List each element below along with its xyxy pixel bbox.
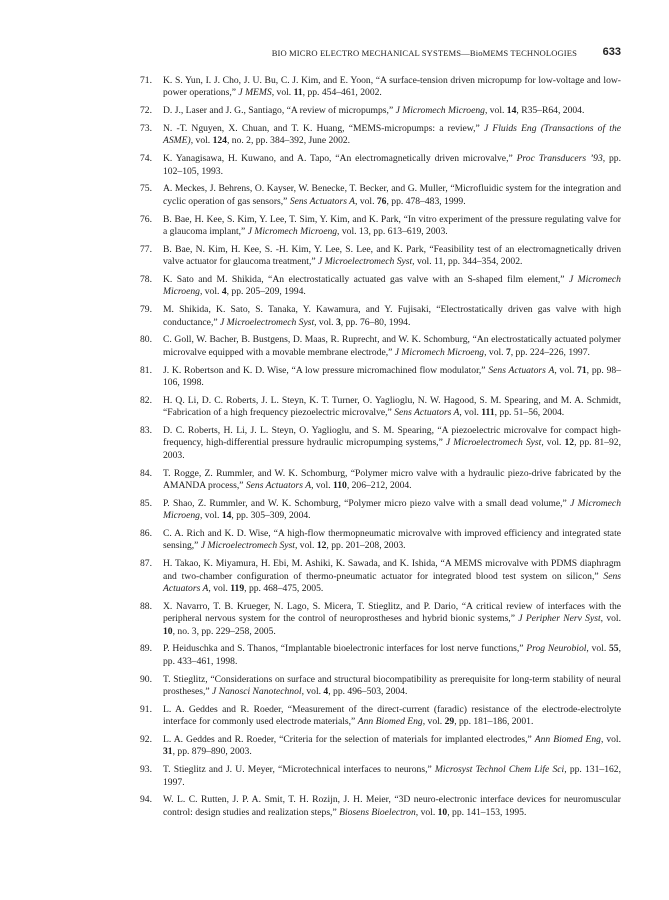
reference-vol-label: , vol. (311, 480, 333, 492)
reference-vol-label: , pp. 131–162, 1997. (163, 764, 621, 788)
reference-vol-label: , vol. (314, 316, 336, 328)
running-header-title: BIO MICRO ELECTRO MECHANICAL SYSTEMS—BioMEMS TECHNOLOGIES (271, 48, 577, 58)
reference-journal: Microsyst Technol Chem Life Sci (434, 764, 565, 776)
reference-text (163, 395, 621, 420)
reference-journal: Ann Biomed Eng (534, 734, 601, 746)
reference-vol-label: , vol. (484, 105, 507, 117)
reference-number: 83. (140, 425, 152, 437)
reference-number: 71. (140, 75, 152, 86)
reference-authors-title: T. Rogge, Z. Rummler, and W. K. Schomburg, “Polymer micro valve with a hydraulic piezo-drive fabricated by the AMANDA process,” (163, 467, 621, 492)
reference-journal: J Microelectromech Syst (200, 540, 295, 552)
reference-vol-label: , vol. (554, 364, 578, 376)
reference-vol-label: , vol. (422, 716, 445, 728)
reference-journal: Prog Neurobiol (526, 643, 587, 655)
reference-journal: J Peripher Nerv Syst (518, 613, 601, 625)
reference-authors-title: B. Bae, H. Kee, S. Kim, Y. Lee, T. Sim, Y. Kim, and K. Park, “In vitro experiment of the pressure regulating valve for a glaucoma implant,” (163, 213, 621, 238)
reference-text (163, 734, 621, 759)
reference-number: 80. (140, 334, 152, 346)
reference-item (140, 123, 621, 148)
reference-volume: 111 (481, 407, 495, 419)
reference-item (140, 75, 621, 100)
reference-volume: 7 (505, 346, 511, 358)
reference-text (163, 75, 621, 100)
reference-authors-title: M. Shikida, K. Sato, S. Tanaka, Y. Kawamura, and Y. Fujisaki, “Electrostatically driven gas valve with high conductance,” (163, 304, 621, 328)
reference-volume: 29 (444, 716, 455, 728)
reference-item (140, 365, 621, 390)
reference-pages: , pp. 879–890, 2003. (172, 746, 252, 758)
reference-journal: Sens Actuators A (163, 570, 621, 595)
reference-vol-label: , vol. (484, 346, 506, 358)
reference-item (140, 468, 621, 493)
reference-number: 89. (140, 643, 152, 655)
reference-text (163, 704, 621, 729)
reference-number: 72. (140, 105, 152, 117)
reference-authors-title: A. Meckes, J. Behrens, O. Kayser, W. Benecke, T. Becker, and G. Muller, “Microfluidic system for the integration and cyclic operation of gas sensors,” (163, 183, 621, 207)
reference-pages: , pp. 205–209, 1994. (226, 286, 306, 298)
reference-journal: J Microelectromech Syst (220, 316, 315, 328)
reference-text (163, 601, 621, 638)
reference-vol-label: , vol. (199, 286, 222, 298)
reference-vol-label: , vol. (208, 583, 231, 595)
reference-number: 74. (140, 153, 152, 165)
reference-item (140, 498, 621, 523)
reference-journal: J Micromech Microeng (163, 274, 621, 298)
reference-authors-title: K. Sato and M. Shikida, “An electrostatically actuated gas valve with an S-shaped film element,” (163, 274, 569, 286)
reference-authors-title: W. L. C. Rutten, J. P. A. Smit, T. H. Rozijn, J. H. Meier, “3D neuro-electronic interface devices for neuromuscular control: design studies and realization steps,” (163, 794, 621, 818)
reference-pages: , pp. 141–153, 1995. (447, 806, 527, 818)
reference-journal: J Micromech Microeng (394, 346, 485, 358)
reference-number: 75. (140, 183, 152, 195)
reference-authors-title: P. Heiduschka and S. Thanos, “Implantable bioelectronic interfaces for lost nerve functions,” (163, 643, 527, 655)
reference-volume: 10 (437, 806, 448, 818)
reference-journal: Ann Biomed Eng (357, 716, 423, 728)
reference-authors-title: L. A. Geddes and R. Roeder, “Criteria for the selection of materials for implanted electrodes,” (163, 734, 535, 746)
reference-journal: Sens Actuators A (289, 195, 356, 207)
reference-item (140, 105, 621, 117)
reference-item (140, 764, 621, 789)
reference-text (163, 123, 621, 148)
reference-journal: J Microelectromech Syst (318, 256, 413, 268)
reference-pages: , pp. 224–226, 1997. (510, 346, 590, 358)
reference-journal: J MEMS (238, 87, 272, 99)
reference-pages: , 206–212, 2004. (346, 480, 412, 492)
reference-number: 79. (140, 304, 152, 316)
reference-volume: 14 (221, 510, 232, 522)
reference-item (140, 558, 621, 595)
reference-number: 76. (140, 213, 152, 225)
reference-number: 84. (140, 467, 152, 479)
reference-volume: 14 (506, 105, 517, 117)
reference-volume: 4 (221, 286, 227, 298)
reference-text (163, 365, 621, 390)
reference-number: 94. (140, 794, 152, 806)
reference-volume: 71 (577, 364, 587, 376)
reference-text (163, 498, 621, 523)
reference-text (163, 304, 621, 329)
reference-number: 77. (140, 243, 152, 255)
reference-authors-title: P. Shao, Z. Rummler, and W. K. Schomburg, “Polymer micro piezo valve with a small dead volume,” (163, 497, 571, 509)
reference-volume: 3 (335, 316, 341, 328)
reference-authors-title: K. S. Yun, I. J. Cho, J. U. Bu, C. J. Kim, and E. Yoon, “A surface-tension driven micropump for low-voltage and low-power operations,” (163, 75, 621, 99)
reference-text (163, 425, 621, 462)
reference-vol-label: , vol. (294, 540, 317, 552)
reference-vol-label: , vol. (459, 407, 482, 419)
reference-item (140, 643, 621, 668)
reference-pages: , no. 3, pp. 229–258, 2005. (172, 625, 276, 637)
reference-item (140, 674, 621, 699)
reference-text (163, 214, 621, 239)
reference-authors-title: K. Yanagisawa, H. Kuwano, and A. Tapo, “An electromagnetically driven microvalve,” (163, 153, 517, 165)
reference-vol-label: , vol. (199, 510, 222, 522)
reference-number: 81. (140, 364, 152, 376)
page-number: 633 (602, 46, 621, 58)
reference-number: 86. (140, 528, 152, 540)
reference-number: 82. (140, 394, 152, 406)
reference-authors-title: H. Takao, K. Miyamura, H. Ebi, M. Ashiki, K. Sawada, and K. Ishida, “A MEMS microvalve with PDMS diaphragm and two-chamber configuration of thermo-pneumatic actuator for integrated blood test system on silicon,” (163, 558, 621, 582)
reference-journal: J Micromech Microeng (395, 105, 485, 117)
reference-authors-title: B. Bae, N. Kim, H. Kee, S. -H. Kim, Y. Lee, S. Lee, and K. Park, “Feasibility test of an electromagnetically driven valve actuator for glaucoma treatment,” (163, 243, 621, 268)
reference-item (140, 528, 621, 553)
reference-volume: 4 (323, 686, 329, 698)
reference-text (163, 274, 621, 299)
reference-item (140, 601, 621, 638)
reference-pages: , pp. 81–92, 2003. (163, 437, 621, 461)
reference-authors-title: L. A. Geddes and R. Roeder, “Measurement of the direct-current (faradic) resistance of the electrode-electrolyte interface for commonly used electrode materials,” (163, 703, 621, 728)
reference-text (163, 244, 621, 269)
reference-item (140, 274, 621, 299)
reference-number: 90. (140, 673, 152, 685)
reference-text (163, 528, 621, 553)
reference-text (163, 334, 621, 359)
reference-pages: , no. 2, pp. 384–392, June 2002. (226, 135, 351, 147)
reference-item (140, 334, 621, 359)
reference-authors-title: X. Navarro, T. B. Krueger, N. Lago, S. Micera, T. Stieglitz, and P. Dario, “A critical review of interfaces with the peripheral nervous system for the control of neuroprostheses and hybrid bionic systems,” (163, 600, 621, 625)
reference-volume: 12 (564, 437, 575, 449)
reference-authors-title: T. Stieglitz and J. U. Meyer, “Microtechnical interfaces to neurons,” (163, 764, 435, 776)
reference-pages: , pp. 496–503, 2004. (328, 686, 408, 698)
reference-journal: J Microelectromech Syst (445, 437, 542, 449)
reference-number: 93. (140, 764, 152, 776)
reference-journal: Biosens Bioelectron (339, 806, 416, 818)
reference-text (163, 183, 621, 208)
reference-item (140, 425, 621, 462)
reference-volume: 55 (609, 643, 619, 655)
reference-text (163, 468, 621, 493)
reference-journal: Sens Actuators A (245, 480, 312, 492)
reference-volume: 119 (230, 583, 245, 595)
reference-volume: 31 (163, 746, 173, 758)
reference-vol-label: , vol. (301, 686, 324, 698)
reference-journal: Proc Transducers ’93 (516, 153, 603, 165)
reference-vol-label: , vol. 11, pp. 344–354, 2002. (412, 256, 523, 268)
reference-number: 92. (140, 734, 152, 746)
reference-vol-label: , pp. 102–105, 1993. (163, 153, 621, 177)
reference-text (163, 794, 621, 819)
reference-authors-title: H. Q. Li, D. C. Roberts, J. L. Steyn, K. T. Turner, O. Yaglioglu, N. W. Hagood, S. M. Spearing, and M. A. Schmidt, “Fabrication of a high frequency piezoelectric microvalve,” (163, 394, 621, 419)
reference-vol-label: , vol. (600, 613, 621, 625)
reference-pages: , pp. 478–483, 1999. (386, 195, 466, 207)
reference-item (140, 704, 621, 729)
reference-number: 91. (140, 703, 152, 715)
reference-pages: , pp. 181–186, 2001. (454, 716, 534, 728)
reference-volume: 11 (293, 87, 303, 99)
reference-item (140, 794, 621, 819)
reference-number: 78. (140, 274, 152, 286)
reference-volume: 12 (316, 540, 327, 552)
reference-item (140, 153, 621, 178)
reference-authors-title: T. Stieglitz, “Considerations on surface and structural biocompatibility as prerequisite for long-term stability of neural prostheses,” (163, 673, 621, 698)
running-header (140, 47, 621, 61)
reference-vol-label: , vol. 13, pp. 613–619, 2003. (337, 226, 448, 238)
reference-vol-label: , vol. (600, 734, 621, 746)
reference-text (163, 764, 621, 789)
reference-authors-title: D. C. Roberts, H. Li, J. L. Steyn, O. Yaglioglu, and S. M. Spearing, “A piezoelectric microvalve for compact high-frequency, high-differential pressure hydraulic micropumping systems,” (163, 425, 621, 449)
reference-item (140, 304, 621, 329)
reference-list (140, 75, 621, 825)
reference-number: 88. (140, 600, 152, 612)
reference-item (140, 395, 621, 420)
reference-text (163, 105, 621, 117)
reference-authors-title: J. K. Robertson and K. D. Wise, “A low pressure micromachined flow modulator,” (163, 364, 489, 376)
reference-pages: , R35–R64, 2004. (516, 105, 585, 117)
reference-item (140, 214, 621, 239)
reference-pages: , pp. 51–56, 2004. (494, 407, 565, 419)
reference-pages: , pp. 433–461, 1998. (163, 643, 621, 667)
reference-pages: , pp. 98–106, 1998. (163, 364, 622, 389)
reference-item (140, 244, 621, 269)
reference-vol-label: , vol. (190, 135, 213, 147)
reference-volume: 10 (163, 625, 173, 637)
reference-pages: , pp. 76–80, 1994. (340, 316, 411, 328)
reference-item (140, 183, 621, 208)
reference-journal: J Nanosci Nanotechnol (212, 686, 302, 698)
reference-authors-title: D. J., Laser and J. G., Santiago, “A review of micropumps,” (163, 105, 396, 117)
reference-number: 85. (140, 497, 152, 509)
reference-vol-label: , vol. (541, 437, 565, 449)
reference-authors-title: N. -T. Nguyen, X. Chuan, and T. K. Huang, “MEMS-micropumps: a review,” (163, 123, 484, 134)
reference-journal: J Micromech Microeng (247, 226, 338, 238)
reference-item (140, 734, 621, 759)
reference-journal: Sens Actuators A (488, 364, 555, 376)
reference-volume: 76 (376, 195, 387, 207)
reference-text (163, 674, 621, 699)
reference-journal: J Micromech Microeng (163, 497, 621, 522)
reference-journal: J Fluids Eng (Transactions of the ASME) (163, 123, 622, 147)
reference-text (163, 153, 621, 178)
reference-pages: , pp. 305–309, 2004. (231, 510, 311, 522)
reference-vol-label: , vol. (355, 195, 377, 207)
reference-vol-label: , vol. (271, 87, 294, 99)
reference-volume: 110 (332, 480, 347, 492)
reference-pages: , pp. 468–475, 2005. (244, 583, 324, 595)
reference-journal: Sens Actuators A (394, 407, 460, 419)
reference-text (163, 643, 621, 668)
reference-number: 87. (140, 558, 152, 570)
reference-text (163, 558, 621, 595)
reference-pages: , pp. 454–461, 2002. (302, 87, 382, 99)
reference-authors-title: C. Goll, W. Bacher, B. Bustgens, D. Maas, R. Ruprecht, and W. K. Schomburg, “An electrostatically actuated polymer microvalve equipped with a movable membrane electrode,” (163, 334, 621, 358)
reference-pages: , pp. 201–208, 2003. (326, 540, 406, 552)
reference-vol-label: , vol. (586, 643, 609, 655)
reference-number: 73. (140, 123, 152, 134)
reference-volume: 124 (212, 135, 227, 147)
reference-vol-label: , vol. (415, 806, 438, 818)
reference-authors-title: C. A. Rich and K. D. Wise, “A high-flow thermopneumatic microvalve with improved efficiency and integrated state sensing,” (163, 528, 621, 552)
